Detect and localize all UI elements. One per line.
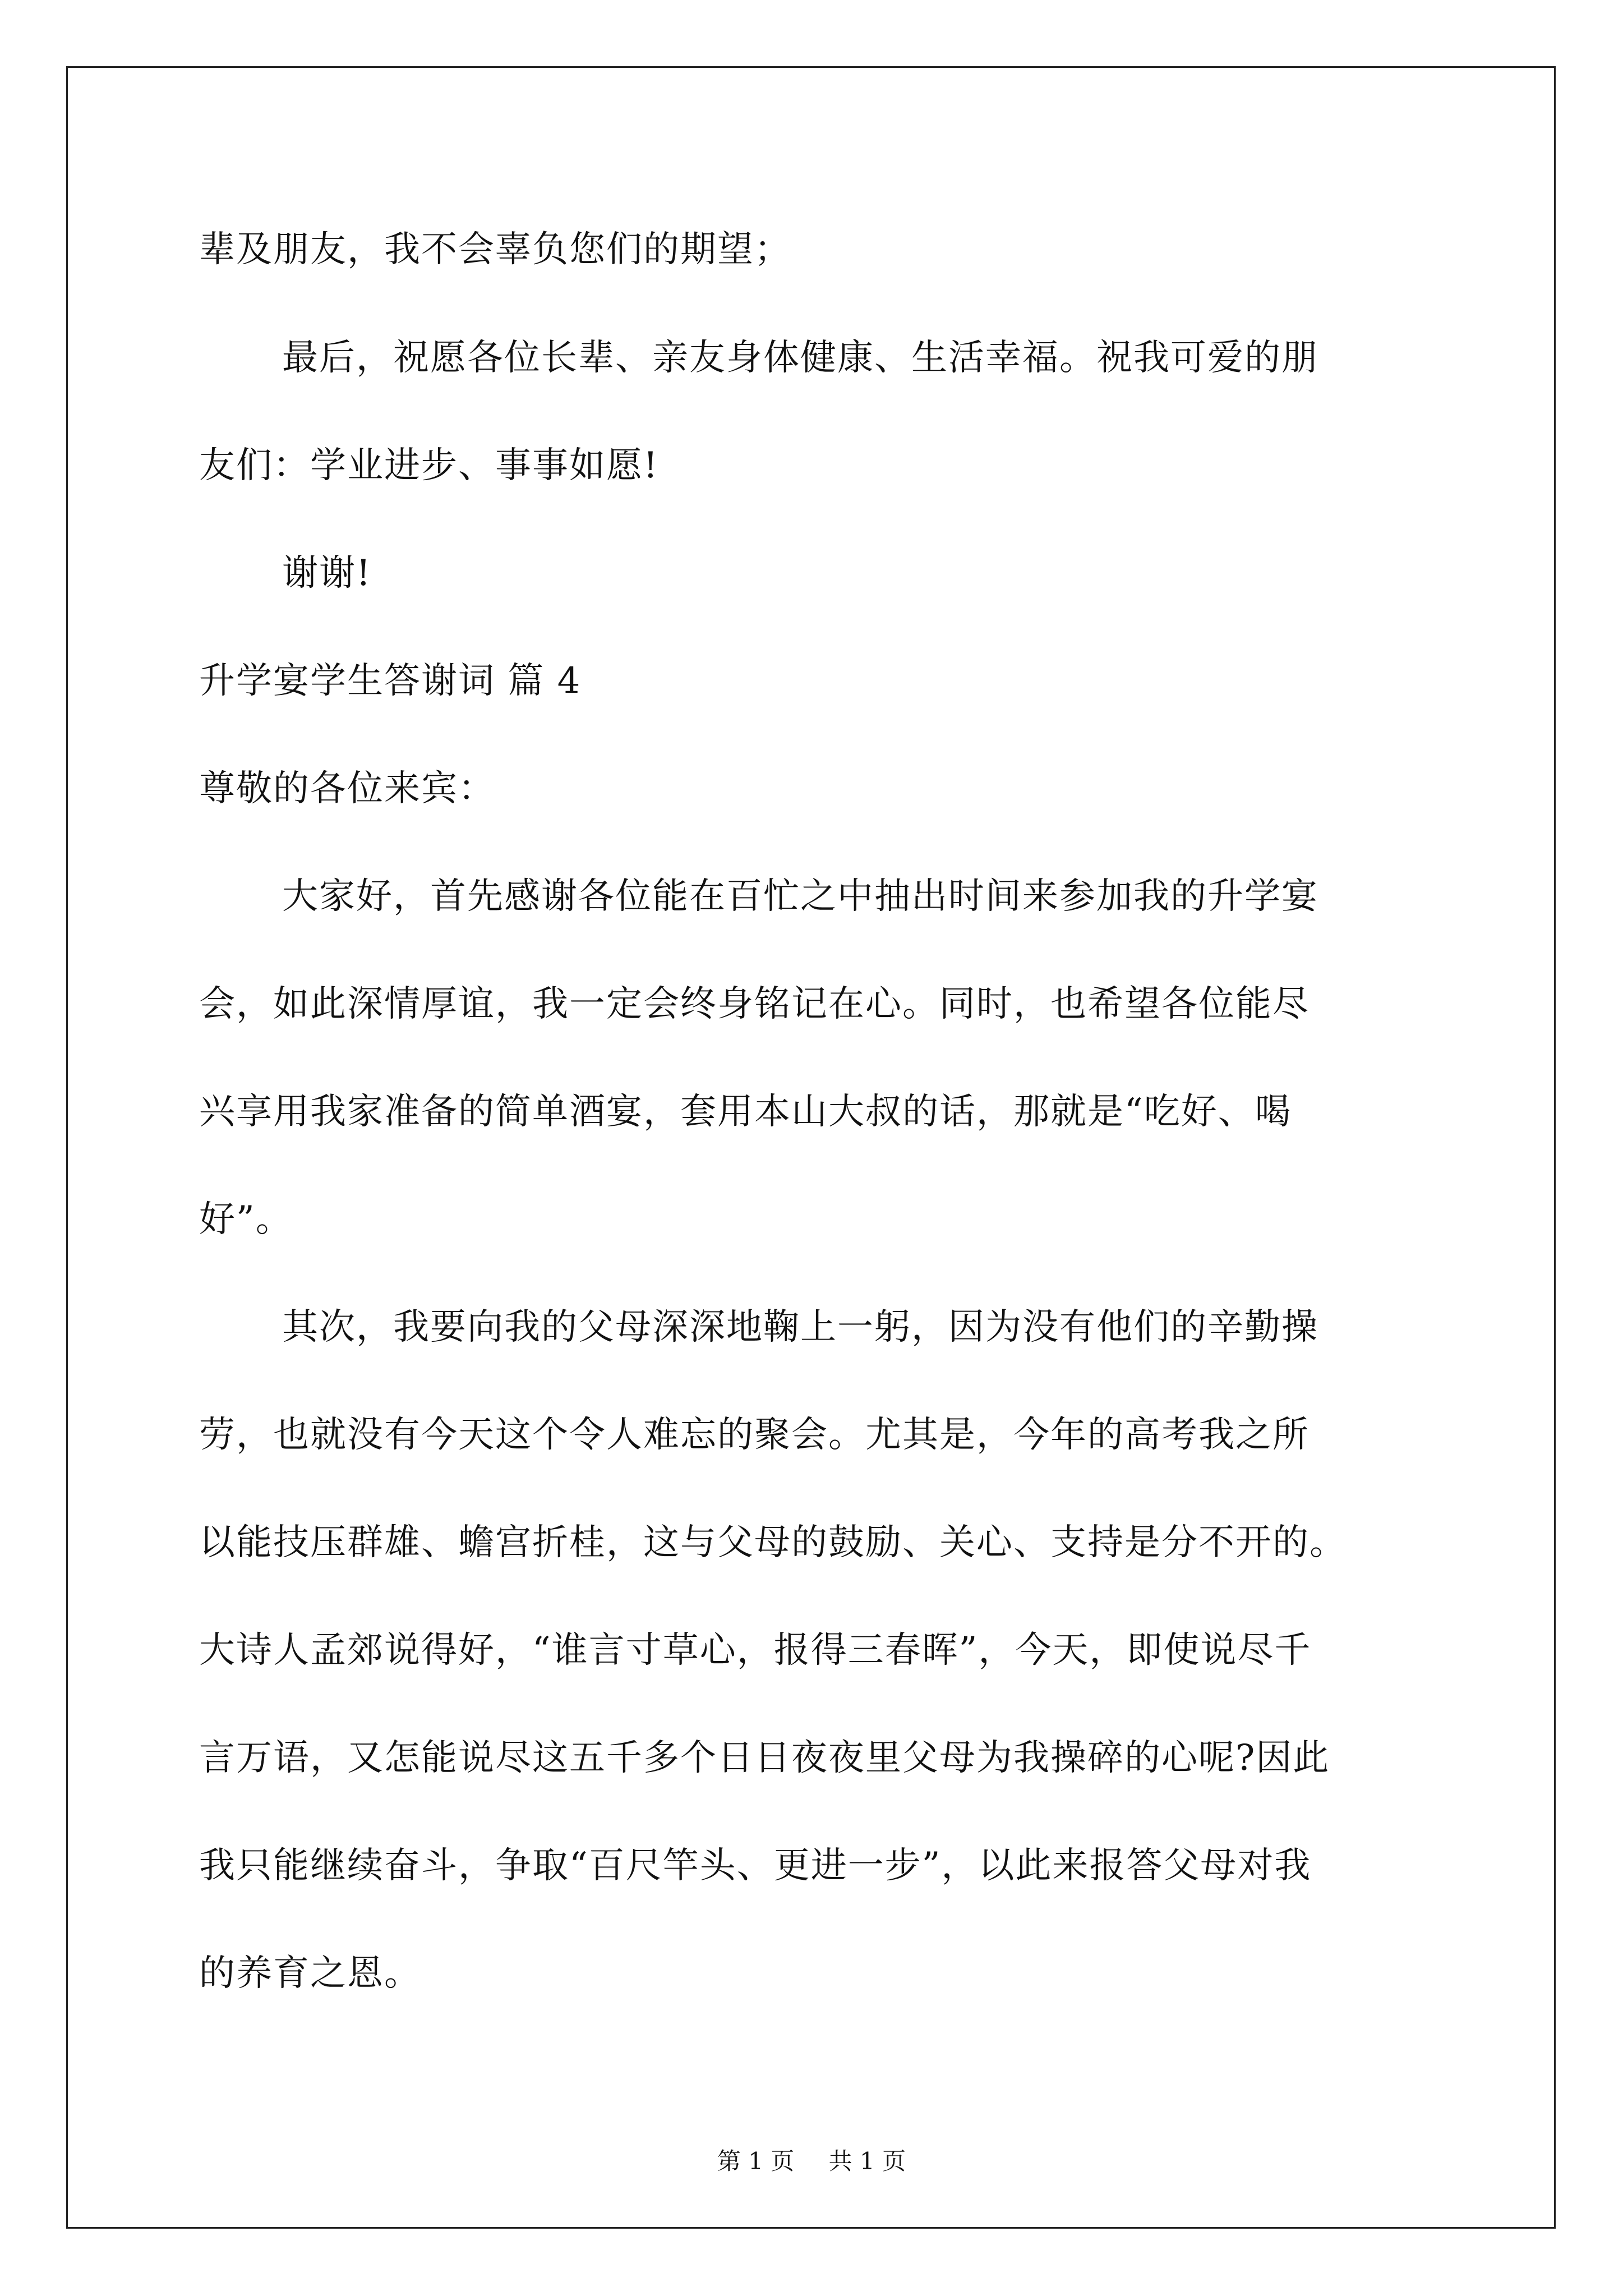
closing-wish-line: 友们：学业进步、事事如愿!: [199, 445, 659, 486]
section-title: 升学宴学生答谢词 篇 4: [199, 660, 582, 702]
thanks-line: 谢谢!: [282, 553, 372, 594]
page-footer: [0, 2146, 1623, 2177]
paragraph-line: 大家好，首先感谢各位能在百忙之中抽出时间来参加我的升学宴: [282, 876, 1318, 917]
paragraph-line: 劳，也就没有今天这个令人难忘的聚会。尤其是，今年的高考我之所: [199, 1414, 1310, 1456]
paragraph-line: 好”。: [199, 1199, 293, 1240]
paragraph-line: 以能技压群雄、蟾宫折桂，这与父母的鼓励、关心、支持是分不开的。: [199, 1522, 1347, 1563]
paragraph-line: 的养育之恩。: [199, 1953, 421, 1994]
paragraph-line: 会，如此深情厚谊，我一定会终身铭记在心。同时，也希望各位能尽: [199, 983, 1310, 1025]
paragraph-line: 言万语，又怎能说尽这五千多个日日夜夜里父母为我操碎的心呢?因此: [199, 1737, 1330, 1779]
paragraph-fragment: 辈及朋友，我不会辜负您们的期望；: [199, 229, 791, 270]
page-number: 第 1 页: [717, 2147, 795, 2175]
paragraph-line: 兴享用我家准备的简单酒宴，套用本山大叔的话，那就是“吃好、喝: [199, 1091, 1292, 1133]
paragraph-line: 大诗人孟郊说得好，“谁言寸草心，报得三春晖”，今天，即使说尽千: [199, 1630, 1312, 1671]
paragraph-line: 我只能继续奋斗，争取“百尺竿头、更进一步”，以此来报答父母对我: [199, 1845, 1312, 1887]
closing-wish-line: 最后，祝愿各位长辈、亲友身体健康、生活幸福。祝我可爱的朋: [282, 337, 1318, 379]
salutation: 尊敬的各位来宾：: [199, 768, 495, 809]
paragraph-line: 其次，我要向我的父母深深地鞠上一躬，因为没有他们的辛勤操: [282, 1306, 1318, 1348]
page-total: 共 1 页: [828, 2147, 906, 2175]
page-border: [66, 66, 1556, 2229]
